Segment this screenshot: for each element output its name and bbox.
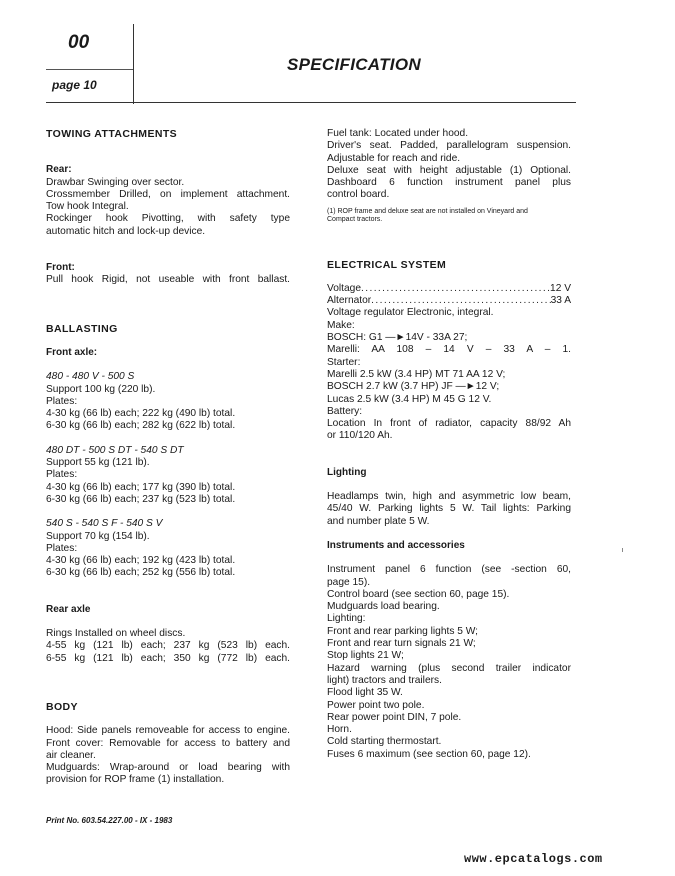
front-axle-heading: Front axle: xyxy=(46,346,98,358)
text-line: automatic hitch and lock-up device. xyxy=(46,225,206,237)
text-line: Support 70 kg (154 lb). xyxy=(46,530,150,542)
header-short-rule xyxy=(46,69,133,70)
text-line: 45/40 W. Parking lights 5 W. Tail lights: Parking xyxy=(327,503,571,515)
header-vertical-rule xyxy=(133,24,134,104)
text-line: Stop lights 21 W; xyxy=(327,650,404,662)
header-rule xyxy=(46,102,576,103)
text-line: 6-30 kg (66 lb) each; 252 kg (556 lb) total. xyxy=(46,567,236,579)
text-line: Dashboard 6 function instrument panel plus xyxy=(327,177,571,189)
rear-heading: Rear: xyxy=(46,164,72,176)
text-line: BOSCH 2.7 kW (3.7 HP) JF —►12 V; xyxy=(327,381,500,393)
text-line: and number plate 5 W. xyxy=(327,515,430,527)
left-column xyxy=(46,128,290,787)
text-line: Hood: Side panels removeable for access to engine. xyxy=(46,725,290,737)
text-line: 4-30 kg (66 lb) each; 192 kg (423 lb) total. xyxy=(46,555,236,567)
text-line: Control board (see section 60, page 15). xyxy=(327,588,510,600)
text-line: BOSCH: G1 —►14V - 33A 27; xyxy=(327,332,468,344)
text-line: Fuel tank: Located under hood. xyxy=(327,128,469,139)
text-line: Location In front of radiator, capacity 88/92 Ah xyxy=(327,418,571,430)
ballasting-heading: BALLASTING xyxy=(46,322,118,335)
right-column xyxy=(327,128,571,761)
text-line: Drawbar Swinging over sector. xyxy=(46,176,185,188)
voltage-value: 12 V xyxy=(550,282,571,294)
text-line: Marelli 2.5 kW (3.4 HP) MT 71 AA 12 V; xyxy=(327,368,506,380)
voltage-row xyxy=(327,283,571,295)
text-line: 4-55 kg (121 lb) each; 237 kg (523 lb) each. xyxy=(46,640,290,652)
text-line: Rockinger hook Pivotting, with safety type xyxy=(46,213,290,225)
alternator-row xyxy=(327,295,571,307)
text-line: provision for ROP frame (1) installation. xyxy=(46,774,225,786)
text-line: control board. xyxy=(327,189,390,201)
text-line: Cold starting thermostart. xyxy=(327,736,442,748)
text-line: Front and rear turn signals 21 W; xyxy=(327,638,476,650)
website-watermark: www.epcatalogs.com xyxy=(464,852,603,866)
text-line: Fuses 6 maximum (see section 60, page 12). xyxy=(327,748,531,760)
front-heading: Front: xyxy=(46,262,75,274)
footnote-line: (1) ROP frame and deluxe seat are not installed on Vineyard and xyxy=(327,207,528,215)
text-line: air cleaner. xyxy=(46,749,96,761)
text-line: Hazard warning (plus second trailer indicator xyxy=(327,662,571,674)
leader-dots xyxy=(361,283,550,295)
model-label: 480 - 480 V - 500 S xyxy=(46,371,135,383)
text-line: Crossmember Drilled, on implement attachment. xyxy=(46,188,290,200)
section-number: 00 xyxy=(68,32,90,53)
text-line: Support 55 kg (121 lb). xyxy=(46,457,150,469)
text-line: Voltage regulator Electronic, integral. xyxy=(327,307,494,319)
text-line: light) tractors and trailers. xyxy=(327,674,442,686)
text-line: 6-30 kg (66 lb) each; 237 kg (523 lb) total. xyxy=(46,493,236,505)
text-line: Plates: xyxy=(46,469,78,481)
text-line: Mudguards load bearing. xyxy=(327,601,440,613)
text-line: Driver's seat. Padded, parallelogram suspension. xyxy=(327,140,571,152)
text-line: Lighting: xyxy=(327,613,366,625)
text-line: Plates: xyxy=(46,542,78,554)
text-line: Make: xyxy=(327,319,355,331)
text-line: Power point two pole. xyxy=(327,699,425,711)
page-title: SPECIFICATION xyxy=(287,55,421,74)
text-line: 6-55 kg (121 lb) each; 350 kg (772 lb) each. xyxy=(46,652,290,664)
text-line: Tow hook Integral. xyxy=(46,201,129,213)
rear-axle-heading: Rear axle xyxy=(46,603,91,615)
text-line: Battery: xyxy=(327,405,363,417)
text-line: Mudguards: Wrap-around or load bearing with xyxy=(46,762,290,774)
body-heading: BODY xyxy=(46,700,78,713)
print-number: Print No. 603.54.227.00 - IX - 1983 xyxy=(46,816,173,825)
lighting-heading: Lighting xyxy=(327,466,367,478)
text-line: Front cover: Removable for access to battery and xyxy=(46,737,290,749)
alternator-label: Alternator xyxy=(327,295,372,307)
text-line: Front and rear parking lights 5 W; xyxy=(327,625,478,637)
text-line: Lucas 2.5 kW (3.4 HP) M 45 G 12 V. xyxy=(327,393,492,405)
text-line: Marelli: AA 108 – 14 V – 33 A – 1. xyxy=(327,344,571,356)
page-number: page 10 xyxy=(52,78,97,92)
text-line: Horn. xyxy=(327,724,352,736)
text-line: or 110/120 Ah. xyxy=(327,430,393,442)
text-line: Deluxe seat with height adjustable (1) Optional. xyxy=(327,164,571,176)
text-line: Adjustable for reach and ride. xyxy=(327,152,461,164)
scan-speck xyxy=(622,548,623,552)
instruments-heading: Instruments and accessories xyxy=(327,539,465,551)
model-label: 480 DT - 500 S DT - 540 S DT xyxy=(46,444,184,456)
text-line: Rings Installed on wheel discs. xyxy=(46,628,186,640)
text-line: Starter: xyxy=(327,356,361,368)
text-line: Support 100 kg (220 lb). xyxy=(46,383,156,395)
alternator-value: 33 A xyxy=(550,295,571,307)
leader-dots xyxy=(371,295,550,307)
electrical-heading: ELECTRICAL SYSTEM xyxy=(327,258,447,271)
text-line: 4-30 kg (66 lb) each; 222 kg (490 lb) total. xyxy=(46,408,236,420)
footnote-line: Compact tractors. xyxy=(327,216,383,224)
text-line: Rear power point DIN, 7 pole. xyxy=(327,711,462,723)
text-line: 4-30 kg (66 lb) each; 177 kg (390 lb) total. xyxy=(46,481,236,493)
voltage-label: Voltage xyxy=(327,282,361,294)
text-line: 6-30 kg (66 lb) each; 282 kg (622 lb) total. xyxy=(46,420,236,432)
model-label: 540 S - 540 S F - 540 S V xyxy=(46,518,163,530)
towing-heading: TOWING ATTACHMENTS xyxy=(46,128,178,140)
text-line: Headlamps twin, high and asymmetric low beam, xyxy=(327,491,571,503)
text-line: Flood light 35 W. xyxy=(327,687,403,699)
text-line: Plates: xyxy=(46,395,78,407)
text-line: page 15). xyxy=(327,576,371,588)
text-line: Pull hook Rigid, not useable with front ballast. xyxy=(46,274,290,286)
text-line: Instrument panel 6 function (see -section 60, xyxy=(327,564,571,576)
